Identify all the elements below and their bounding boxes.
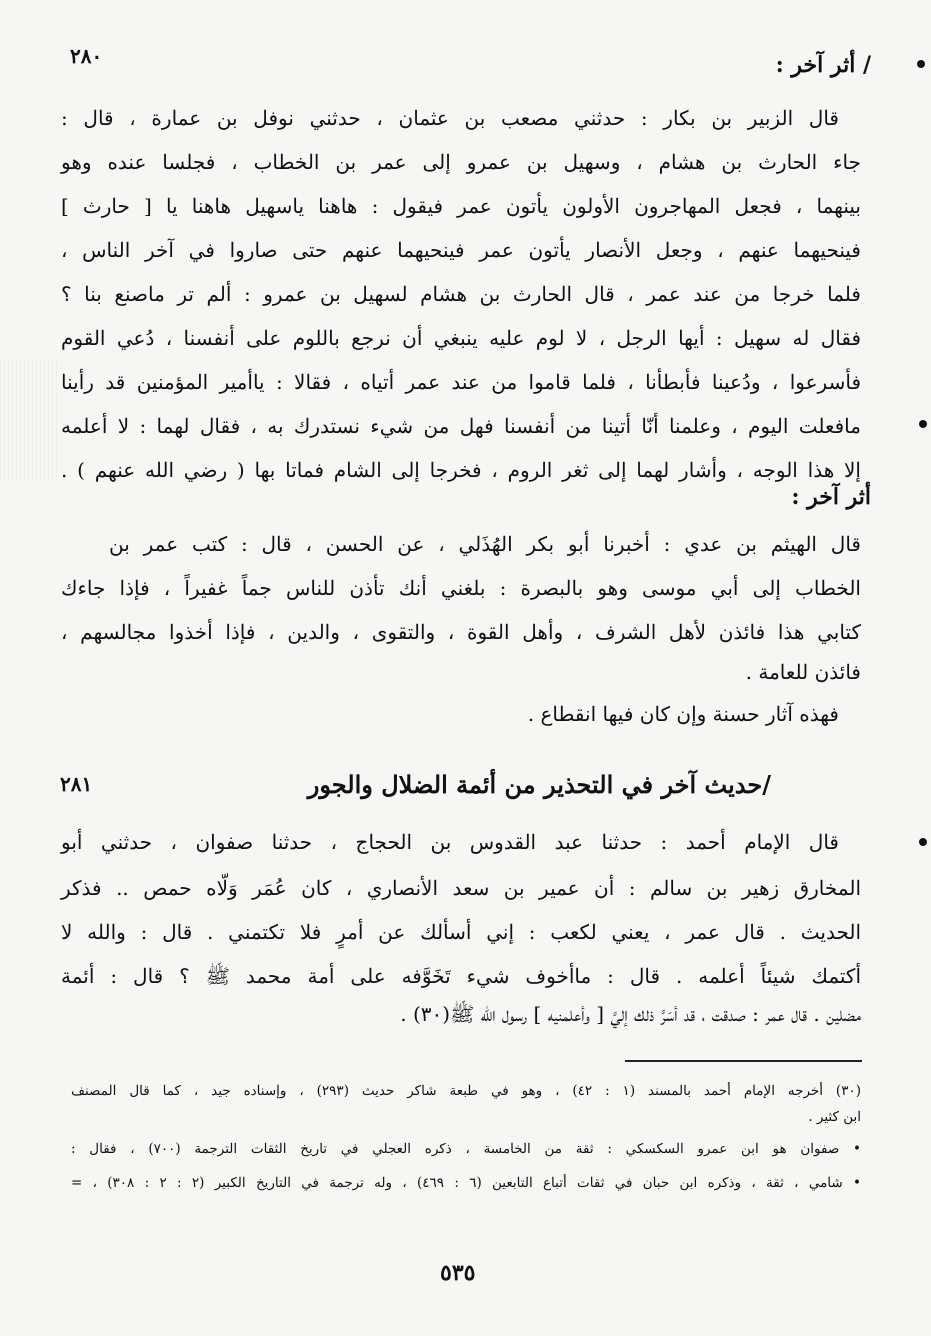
- text-line: قال الإمام أحمد : حدثنا عبد القدوس بن الحجاج ، حدثنا صفوان ، حدثني أبو: [61, 830, 839, 854]
- margin-bullet-marker: [919, 838, 927, 846]
- marginal-number-top: ٢٨٠: [70, 44, 103, 68]
- text-line: كتابي هذا فائذن لأهل الشرف ، وأهل القوة ، والتقوى ، والدين ، فإذا أخذوا مجالسهم ،: [61, 620, 861, 644]
- text-line: فقال له سهيل : أيها الرجل ، لا لوم عليه ينبغي أن نرجع باللوم على أنفسنا ، دُعي القوم: [61, 326, 861, 350]
- text-line: جاء الحارث بن هشام ، وسهيل بن عمرو إلى عمر بن الخطاب ، فجلسا عنده وهو: [61, 150, 861, 174]
- section-heading: / أثر آخر :: [775, 52, 871, 78]
- page-number: ٥٣٥: [440, 1260, 476, 1286]
- text-line: فائذن للعامة .: [745, 660, 861, 684]
- text-line: قال الهيثم بن عدي : أخبرنا أبو بكر الهُذَلي ، عن الحسن ، قال : كتب عمر بن: [109, 532, 861, 556]
- scan-speckle-decoration: [0, 360, 60, 480]
- text-line: المخارق زهير بن سالم : أن عمير بن سعد الأنصاري ، كان عُمَر وَلّاه حمص .. فذكر: [61, 876, 861, 900]
- text-line: بينهما ، فجعل المهاجرون الأولون يأتون عمر فيقول : هاهنا ياسهيل هاهنا يا [ حارث ]: [61, 194, 861, 218]
- text-line: قال الزبير بن بكار : حدثني مصعب بن عثمان ، حدثني نوفل بن عمارة ، قال :: [61, 106, 839, 130]
- footnote-separator-rule: [625, 1060, 862, 1062]
- margin-bullet-marker: [917, 60, 925, 68]
- text-line: إلا هذا الوجه ، وأشار لهما إلى ثغر الروم ، فخرجا إلى الشام فماتا بها ( رضي الله عنهم ) .: [61, 458, 861, 482]
- section-heading: /حديث آخر في التحذير من أئمة الضلال والجور: [307, 770, 771, 799]
- text-line: مضلين . قال عمر : صدقت ، قد أسَرَّ ذلك إليَّ [ وأعلمنيه ] رسول الله ﷺ(٣٠) .: [400, 1002, 861, 1026]
- text-line: فينحيهما عنهم ، وجعل الأنصار يأتون عمر فينحيهما عنهم حتى صاروا في آخر الناس ،: [61, 238, 861, 262]
- marginal-number-mid: ٢٨١: [60, 772, 93, 796]
- footnote-line: ابن كثير .: [808, 1109, 861, 1125]
- closing-line: فهذه آثار حسنة وإن كان فيها انقطاع .: [527, 702, 839, 726]
- footnote-line: • شامي ، ثقة ، وذكره ابن حبان في ثقات أتباع التابعين (٦ : ٤٦٩) ، وله ترجمة في التاريخ الكبير (٢ : ٢ : ٣٠٨) ، =: [71, 1175, 861, 1191]
- section-heading: أثر آخر :: [791, 484, 871, 510]
- text-line: فلما خرجا من عند عمر ، قال الحارث بن هشام لسهيل بن عمرو : ألم تر ماصنع بنا ؟: [61, 282, 861, 306]
- margin-bullet-marker: [919, 420, 927, 428]
- text-line: أكتمك شيئاً أعلمه . قال : ماأخوف شيء تَخَوَّفه على أمة محمد ﷺ ؟ قال : أئمة: [61, 964, 861, 988]
- text-line: مافعلت اليوم ، وعلمنا أنّا أتينا من أنفسنا فهل من شيء نستدرك به ، فقال لهما : لا أعلمه: [61, 414, 861, 438]
- text-line: فأسرعوا ، ودُعينا فأبطأنا ، فلما قاموا من عند عمر أتياه ، فقالا : ياأمير المؤمنين قد رأينا: [61, 370, 861, 394]
- text-line: الخطاب إلى أبي موسى وهو بالبصرة : بلغني أنك تأذن للناس جماً غفيراً ، فإذا جاءك: [61, 576, 861, 600]
- footnote-line: • صفوان هو ابن عمرو السكسكي : ثقة من الخامسة ، ذكره العجلي في تاريخ الثقات الترجمة (٧٠٠) ، فقال :: [71, 1141, 861, 1157]
- text-line: الحديث . قال عمر ، يعني لكعب : إني أسألك عن أمرٍ فلا تكتمني . قال : والله لا: [61, 920, 861, 944]
- footnote-line: (٣٠) أخرجه الإمام أحمد بالمسند (١ : ٤٢) ، وهو في طبعة شاكر حديث (٢٩٣) ، وإسناده جيد ، كما قال المصنف: [71, 1083, 861, 1099]
